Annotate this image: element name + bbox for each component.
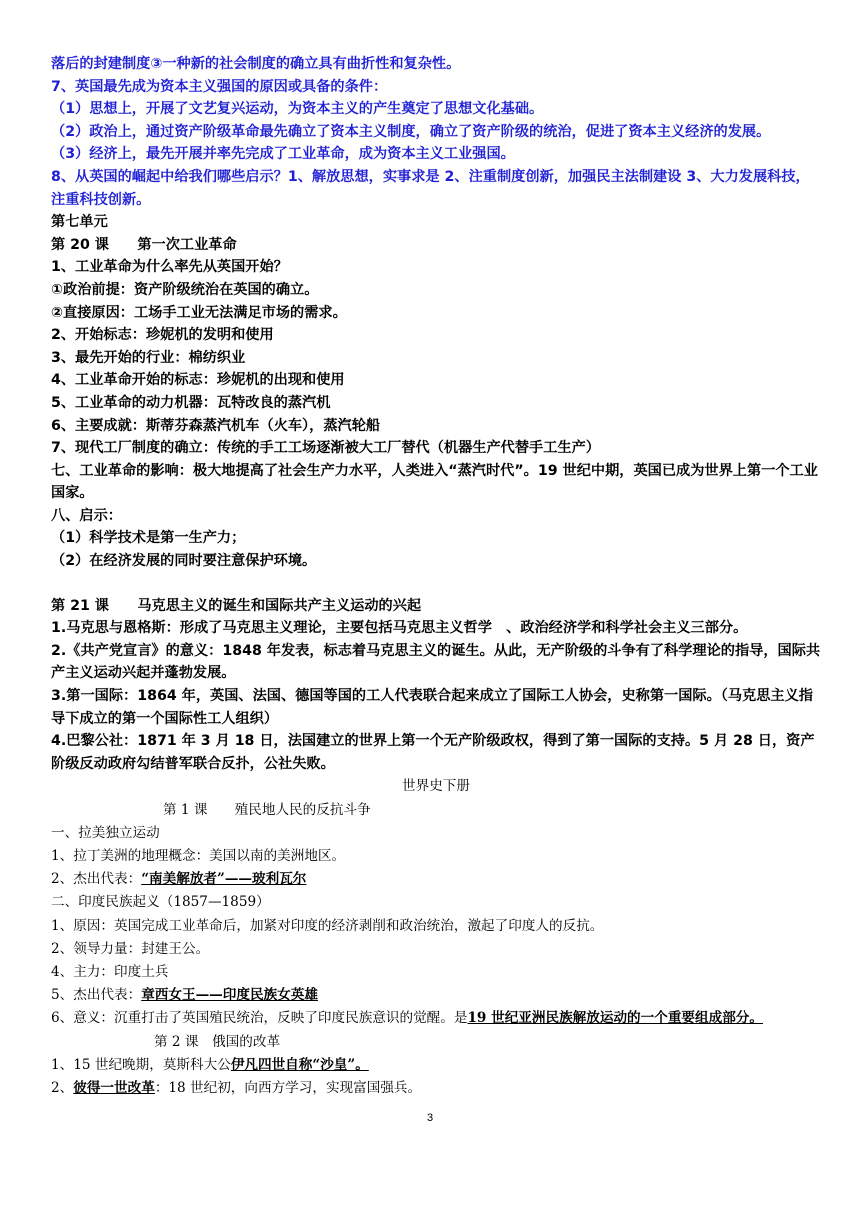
underlined-text: 19 世纪亚洲民族解放运动的一个重要组成部分。 [467, 1010, 763, 1027]
text-paragraph: 3.第一国际：1864 年，英国、法国、德国等国的工人代表联合起来成立了国际工人协会，史称第一国际。（马克思主义指导下成立的第一个国际性工人组织） [51, 688, 813, 727]
text-span: 2、杰出代表： [51, 871, 142, 888]
text-line: （2）在经济发展的同时要注意保护环境。 [51, 553, 317, 570]
section-title: 世界史下册 [402, 778, 470, 795]
lesson-heading: 第 2 课 俄国的改革 [154, 1033, 281, 1050]
underlined-text: 彼得一世改革 [73, 1080, 155, 1097]
text-span: 5、杰出代表： [51, 987, 142, 1004]
text-paragraph: 8、从英国的崛起中给我们哪些启示？1、解放思想，实事求是 2、注重制度创新，加强民主法制建设 3、大力发展科技，注重科技创新。 [51, 168, 810, 208]
text-line: （3）经济上，最先开展并率先完成了工业革命，成为资本主义工业强国。 [51, 146, 515, 163]
text-line [51, 984, 821, 1007]
lesson-heading: 第 21 课 马克思主义的诞生和国际共产主义运动的兴起 [51, 597, 422, 614]
text-line: 1、原因：英国完成工业革命后，加紧对印度的经济剥削和政治统治，激起了印度人的反抗。 [51, 917, 604, 934]
text-line: 二、印度民族起义（1857—1859） [51, 894, 270, 911]
text-paragraph [51, 1007, 821, 1030]
text-line: 7、现代工厂制度的确立：传统的手工工场逐渐被大工厂替代（机器生产代替手工生产） [51, 440, 600, 457]
text-line: （1）思想上，开展了文艺复兴运动，为资本主义的产生奠定了思想文化基础。 [51, 101, 544, 118]
text-line [51, 1077, 821, 1100]
text-line: 2、领导力量：封建王公。 [51, 940, 210, 957]
text-paragraph: 七、工业革命的影响：极大地提高了社会生产力水平，人类进入“蒸汽时代”。19 世纪中期，英国已成为世界上第一个工业国家。 [51, 462, 818, 502]
underlined-text: 章西女王——印度民族女英雄 [141, 987, 318, 1004]
text-span: 1、15 世纪晚期，莫斯科大公 [51, 1056, 231, 1073]
text-paragraph: 4.巴黎公社：1871 年 3 月 18 日，法国建立的世界上第一个无产阶级政权，得到了第一国际的支持。5 月 28 日，资产阶级反动政府勾结普军联合反扑，公社失败。 [51, 733, 815, 772]
page-number: 3 [426, 1112, 434, 1124]
text-line: 八、启示： [51, 507, 122, 524]
lesson-heading: 第 20 课 第一次工业革命 [51, 236, 237, 253]
text-paragraph: 2.《共产党宣言》的意义：1848 年发表，标志着马克思主义的诞生。从此，无产阶级的斗争有了科学理论的指导，国际共产主义运动兴起并蓬勃发展。 [51, 642, 821, 682]
text-line: （2）政治上，通过资产阶级革命最先确立了资本主义制度，确立了资产阶级的统治，促进了资本主义经济的发展。 [51, 123, 771, 140]
text-line: 一、拉美独立运动 [51, 824, 160, 841]
text-span: 6、意义：沉重打击了英国殖民统治，反映了印度民族意识的觉醒。是 [51, 1010, 468, 1027]
text-line: 落后的封建制度③一种新的社会制度的确立具有曲折性和复杂性。 [51, 56, 461, 72]
lesson-heading: 第 1 课 殖民地人民的反抗斗争 [163, 801, 371, 818]
text-line [51, 868, 821, 891]
text-line [51, 1054, 821, 1077]
text-line: ①政治前提：资产阶级统治在英国的确立。 [51, 281, 319, 298]
text-line: 1.马克思与恩格斯：形成了马克思主义理论，主要包括马克思主义哲学 、政治经济学和科学社会主义三部分。 [51, 620, 748, 637]
unit-heading: 第七单元 [51, 214, 108, 231]
text-line: 2、开始标志：珍妮机的发明和使用 [51, 327, 274, 344]
text-line: ②直接原因：工场手工业无法满足市场的需求。 [51, 304, 347, 321]
page-content [51, 53, 821, 1100]
text-line: （1）科学技术是第一生产力； [51, 530, 246, 547]
underlined-text: “南美解放者”——玻利瓦尔 [141, 871, 307, 888]
text-line: 6、主要成就：斯蒂芬森蒸汽机车（火车），蒸汽轮船 [51, 417, 381, 434]
text-line: 1、拉丁美洲的地理概念：美国以南的美洲地区。 [51, 848, 346, 865]
text-line: 5、工业革命的动力机器：瓦特改良的蒸汽机 [51, 394, 331, 411]
text-line: 4、主力：印度土兵 [51, 964, 169, 981]
text-line: 1、工业革命为什么率先从英国开始？ [51, 259, 288, 276]
text-span: ：18 世纪初，向西方学习，实现富国强兵。 [154, 1080, 422, 1097]
text-line: 7、英国最先成为资本主义强国的原因或具备的条件： [51, 78, 388, 95]
text-line: 3、最先开始的行业：棉纺织业 [51, 349, 246, 366]
blank-line [51, 573, 821, 595]
text-span: 2、 [51, 1080, 74, 1097]
text-line: 4、工业革命开始的标志：珍妮机的出现和使用 [51, 372, 345, 389]
underlined-text: 伊凡四世自称“沙皇”。 [230, 1056, 369, 1073]
